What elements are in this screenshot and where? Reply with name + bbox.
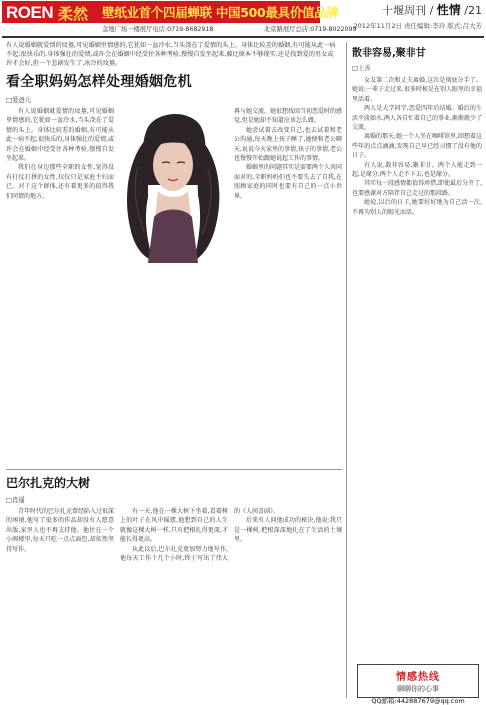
ad-address-2: 北京路展厅总店:0719-8022099 xyxy=(264,26,357,33)
article-paragraph: 她尝试着去改变自己,也去试着和老公沟通,每天晚上孩子睡了,她便和老公聊天,说说今天家里的事情,孩子的事情,老公也慢慢开始跟她说起工作的事情。 xyxy=(234,126,342,163)
byline-author: □爱爸儿 xyxy=(6,96,32,104)
page-header xyxy=(0,0,486,40)
ad-headline: 壁纸业首个四届蝉联 中国500最具价值品牌 xyxy=(102,5,339,20)
sidebar-title: 散非容易,聚非甘 xyxy=(352,48,426,59)
hotline-title: 情感热线 xyxy=(396,672,440,683)
ad-address-1: 金地广场一楼展厅电话:0719-8682918 xyxy=(102,26,214,33)
hotline-subtitle: 聊聊你的心事 xyxy=(397,685,439,693)
masthead-title: 十堰周刊 / 性情 /21 xyxy=(382,3,482,17)
masthead xyxy=(322,1,482,30)
sidebar-paragraph: 其实每一段感情都值得珍惜,即使最后分开了,也要感谢对方陪伴自己走过的那段路。 xyxy=(352,180,482,197)
article-body-wrap xyxy=(6,107,342,467)
woman-illustration xyxy=(118,107,228,263)
sidebar-body xyxy=(352,76,482,616)
section-divider xyxy=(6,469,342,470)
article-paragraph: 再与她交流。她很想找回当初恋爱时的感觉,但是她却不知道应该怎么做。 xyxy=(234,108,343,125)
issue-meta: 2012年11月2日 责任编辑:李玲 版式:吕大芳 xyxy=(353,22,482,30)
ad-address-strip xyxy=(2,23,357,35)
section-name: 性情 xyxy=(436,3,461,17)
main-articles xyxy=(6,41,342,701)
article-title: 看全职妈妈怎样处理婚姻危机 xyxy=(6,74,192,90)
sidebar-paragraph: 女友第二次和丈夫离婚,这次是彻底分手了。她说:一辈子走过来,很多时候是在别人眼里的幸福里活着。 xyxy=(352,77,482,103)
sidebar-paragraph: 两人是大学同学,恋爱四年后结婚。婚后的生活平淡如水,两人各自忙着自己的事业,渐渐就少了交流。 xyxy=(352,105,482,132)
hotline-contact[interactable]: QQ邮箱:442887679@qq.com xyxy=(371,697,465,705)
article-paragraph: 青年时代的巴尔扎克曾经陷入过很深的困境,他写了很多的作品却没有人愿意出版,家里人也不再支持他。他住在一个小阁楼里,每天只吃一点点面包,却依然坚持写作。 xyxy=(6,508,115,553)
brand-logo: ROEN xyxy=(6,3,54,22)
article-paragraph: 从此以后,巴尔扎克更加努力地写作,他每天工作十几个小时,终于写出了伟大的《人间喜剧》。 xyxy=(120,508,280,563)
page-number: /21 xyxy=(464,4,482,17)
lead-paragraph: 有人说婚姻就爱情的坟墓,可见婚姻里情感的,它犹如一盆冷水,当头浇在了爱情的头上。身体比较差的婚姻,有可能从此一病不起;很快乐的,身体强壮的爱情,或许会在婚姻中经受住各种考验,慢慢自发坐起来,藤比原本不够现实,还是找到爱的男女或许才会好,但一个悲剧发生了,冰冷的坟墓。 xyxy=(6,42,336,67)
byline-author: □肖遥 xyxy=(6,496,25,504)
article-paragraph: 后来有人问他成功的秘诀,他说:我只是一棵树,把根深深地扎在了生活的土壤里。 xyxy=(234,517,342,544)
paper-name: 十堰周刊 xyxy=(382,4,427,17)
byline-author: □上善 xyxy=(352,65,371,72)
article2-byline xyxy=(6,495,342,504)
article-paragraph: 有一天,他在一棵大树下坐着,看着树上的叶子在风中摇摆,他想到自己的人生就像这棵大树一样,只有把根扎得更深,才能长得更高。 xyxy=(120,508,228,544)
sidebar-paragraph: 有人说,散非容易,聚非甘。两个人能走到一起,是缘分;两个人走不下去,也是缘分。 xyxy=(352,161,482,179)
header-ad-banner[interactable] xyxy=(2,1,357,35)
article2-title: 巴尔扎克的大树 xyxy=(6,476,91,490)
brand-logo-cn: 柔然 xyxy=(58,5,89,23)
article2-body xyxy=(6,507,342,703)
sidebar-paragraph: 她说,以后的日子,她要好好地为自己活一次,不再为别人的眼光而活。 xyxy=(352,199,482,216)
article-paragraph: 婚姻里的问题其实是需要两个人共同面对的,全职妈妈们也不要失去了自我,在照顾家庭的同时也要有自己的一点小世界。 xyxy=(234,164,343,200)
sidebar-article xyxy=(352,41,482,701)
article-paragraph: 有人说婚姻就爱情的坟墓,可见婚姻里情感的,它犹如一盆冷水,当头浇在了爱情的头上。身体比较差的婚姻,有可能从此一病不起;很快乐的,身体强壮的爱情,或许会在婚姻中经受住各种考验,慢慢自发坐起来。 xyxy=(6,108,114,163)
header-rule xyxy=(2,36,484,38)
hotline-ad-box[interactable] xyxy=(357,664,479,705)
column-divider xyxy=(346,42,347,698)
article-paragraph: 我们在身边那些全职的女性,觉得没有打仗打拼的女性,仅仅只是家庭主妇而已。对于这个群体,还有着更多的值得我们同情的地方。 xyxy=(6,164,114,200)
sidebar-paragraph: 离婚的那天,她一个人坐在咖啡馆里,回想着这些年的点点滴滴,发现自己早已经习惯了没有他的日子。 xyxy=(352,133,482,160)
article-byline xyxy=(6,95,342,104)
sidebar-byline xyxy=(352,63,482,72)
